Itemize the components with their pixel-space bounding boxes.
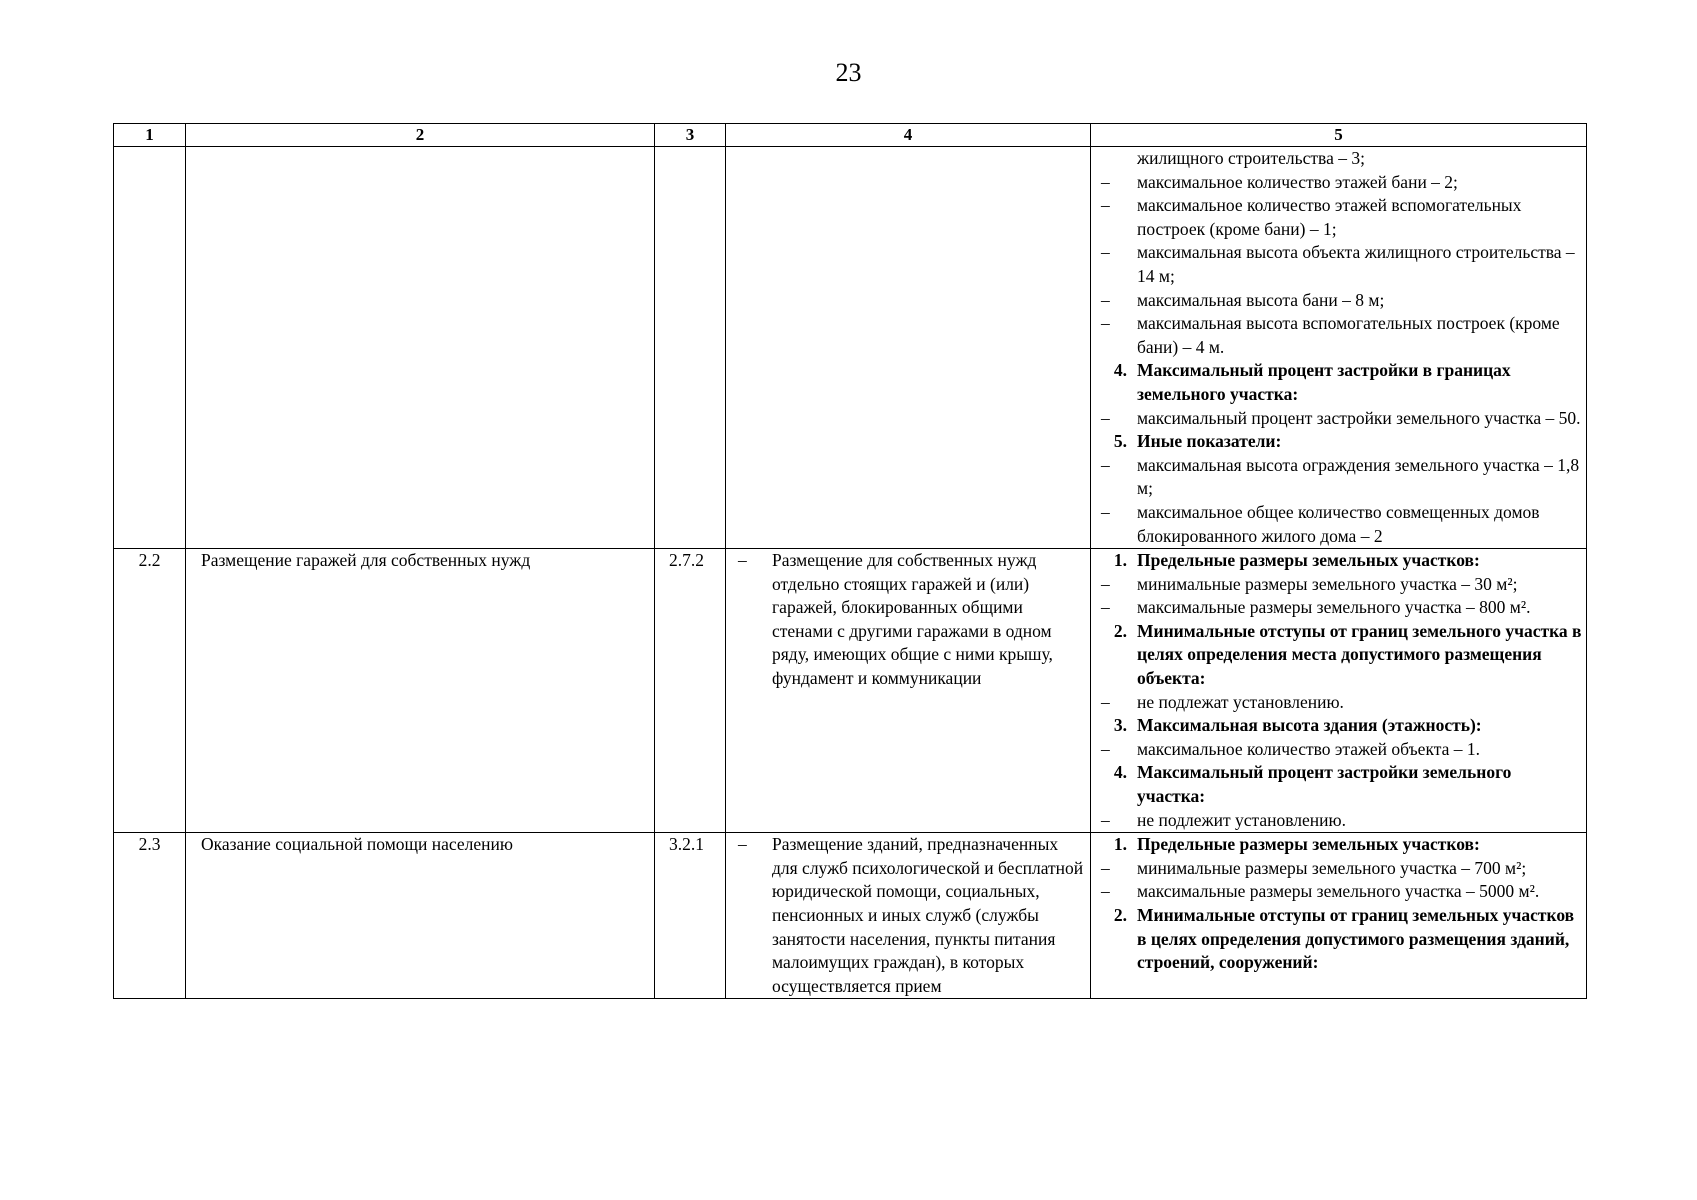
table-row [114, 549, 1587, 833]
parameter-heading [1091, 549, 1586, 573]
table-row [114, 833, 1587, 999]
parameter-text: максимальная высота объекта жилищного строительства – 14 м; [1137, 242, 1575, 286]
parameter-heading [1091, 359, 1586, 406]
row-number-cell [114, 147, 186, 549]
dash-marker: – [1101, 289, 1110, 310]
dash-marker: – [1101, 857, 1110, 878]
dash-marker: – [1101, 738, 1110, 759]
document-table [113, 123, 1587, 999]
item-number: 2. [1113, 905, 1127, 925]
item-number: 4. [1113, 360, 1127, 381]
parameter-item [1091, 880, 1586, 904]
parameter-heading [1091, 714, 1586, 738]
parameters-cell [1091, 549, 1587, 833]
use-name-cell [186, 147, 655, 549]
parameter-text: Минимальные отступы от границ земельного участка в целях определения места допустимого размещения объекта: [1137, 620, 1582, 689]
dash-marker [1091, 147, 1137, 171]
column-header: 1 [114, 124, 186, 147]
column-header: 5 [1091, 124, 1587, 147]
column-header: 2 [186, 124, 655, 147]
use-code-cell [655, 147, 726, 549]
parameter-item [1091, 407, 1586, 431]
parameter-item [1091, 596, 1586, 620]
item-number: 1. [1113, 834, 1127, 855]
parameter-item [1091, 738, 1586, 762]
parameter-text: Максимальная высота здания (этажность): [1137, 715, 1482, 736]
parameter-heading [1091, 761, 1586, 808]
use-name-cell: Размещение гаражей для собственных нужд [186, 549, 655, 833]
item-number: 2. [1113, 620, 1127, 641]
parameter-text: максимальное количество этажей бани – 2; [1137, 171, 1458, 192]
dash-marker: – [1101, 573, 1110, 594]
parameter-item [1091, 194, 1586, 241]
dash-marker: – [1101, 691, 1110, 712]
parameter-heading [1091, 620, 1586, 691]
item-number: 5. [1113, 431, 1127, 452]
dash-marker: – [738, 834, 747, 855]
parameter-item [1091, 454, 1586, 501]
table-row [114, 147, 1587, 549]
parameter-text: жилищного строительства – 3; [1137, 148, 1365, 168]
dash-marker: – [1101, 242, 1110, 263]
parameter-text: максимальное общее количество совмещенных домов блокированного жилого дома – 2 [1137, 501, 1540, 546]
parameter-text: максимальный процент застройки земельного участка – 50. [1137, 407, 1581, 428]
parameter-item [1091, 147, 1586, 171]
use-code-cell: 2.7.2 [655, 549, 726, 833]
parameter-item [1091, 241, 1586, 288]
parameter-heading [1091, 904, 1586, 975]
description-cell [726, 549, 1091, 833]
dash-marker: – [1101, 809, 1110, 830]
dash-marker: – [1101, 881, 1110, 902]
dash-marker: – [1101, 171, 1110, 192]
parameter-heading [1091, 833, 1586, 857]
parameter-text: минимальные размеры земельного участка – 700 м²; [1137, 857, 1527, 878]
parameter-text: Предельные размеры земельных участков: [1137, 834, 1480, 855]
parameter-text: максимальное количество этажей объекта – 1. [1137, 738, 1480, 759]
parameter-text: максимальное количество этажей вспомогательных построек (кроме бани) – 1; [1137, 195, 1522, 239]
parameter-heading [1091, 430, 1586, 454]
parameter-item [1091, 573, 1586, 597]
page-number: 23 [835, 58, 862, 87]
parameter-text: Минимальные отступы от границ земельных участков в целях определения допустимого размещения зданий, строений, сооружений: [1137, 905, 1575, 973]
dash-marker: – [1101, 195, 1110, 216]
dash-marker: – [1101, 501, 1110, 522]
use-code-cell: 3.2.1 [655, 833, 726, 999]
parameter-text: максимальные размеры земельного участка – 800 м². [1137, 597, 1531, 618]
column-header: 3 [655, 124, 726, 147]
dash-marker: – [738, 550, 747, 571]
dash-marker: – [1101, 407, 1110, 428]
parameter-item [1091, 857, 1586, 881]
parameter-text: максимальная высота бани – 8 м; [1137, 289, 1385, 310]
parameter-item [1091, 171, 1586, 195]
description-text: Размещение зданий, предназначенных для служб психологической и бесплатной юридической помощи, социальных, пенсионных и иных служб (службы занятости населения, пункты питания малоимущих граждан), в которых осуществляется прием [772, 834, 1084, 996]
use-name-cell: Оказание социальной помощи населению [186, 833, 655, 999]
parameter-text: Иные показатели: [1137, 431, 1282, 452]
dash-marker: – [1101, 313, 1110, 334]
item-number: 4. [1113, 762, 1127, 783]
parameter-text: минимальные размеры земельного участка – 30 м²; [1137, 573, 1518, 594]
column-header: 4 [726, 124, 1091, 147]
parameter-text: максимальная высота вспомогательных построек (кроме бани) – 4 м. [1137, 313, 1560, 357]
row-number-cell: 2.2 [114, 549, 186, 833]
table-header-row [114, 124, 1587, 147]
parameter-item [1091, 809, 1586, 833]
parameter-text: не подлежат установлению. [1137, 691, 1344, 712]
parameter-text: максимальная высота ограждения земельного участка – 1,8 м; [1137, 454, 1580, 499]
item-number: 1. [1113, 550, 1127, 571]
parameter-text: максимальные размеры земельного участка – 5000 м². [1137, 881, 1540, 902]
dash-marker: – [1101, 597, 1110, 618]
parameter-item [1091, 289, 1586, 313]
parameter-text: Предельные размеры земельных участков: [1137, 550, 1480, 571]
dash-marker: – [1101, 454, 1110, 475]
parameter-item [1091, 691, 1586, 715]
description-cell [726, 833, 1091, 999]
description-text: Размещение для собственных нужд отдельно стоящих гаражей и (или) гаражей, блокированных общими стенами с другими гаражами в одном ряду, имеющих общие с ними крышу, фундамент и коммуникации [772, 550, 1053, 689]
parameters-cell [1091, 833, 1587, 999]
parameter-item [1091, 312, 1586, 359]
parameters-cell [1091, 147, 1587, 549]
description-cell [726, 147, 1091, 549]
parameter-item [1091, 501, 1586, 548]
parameter-text: не подлежит установлению. [1137, 809, 1346, 830]
row-number-cell: 2.3 [114, 833, 186, 999]
parameter-text: Максимальный процент застройки земельного участка: [1137, 762, 1512, 807]
parameter-text: Максимальный процент застройки в границах земельного участка: [1137, 360, 1511, 404]
item-number: 3. [1113, 715, 1127, 736]
